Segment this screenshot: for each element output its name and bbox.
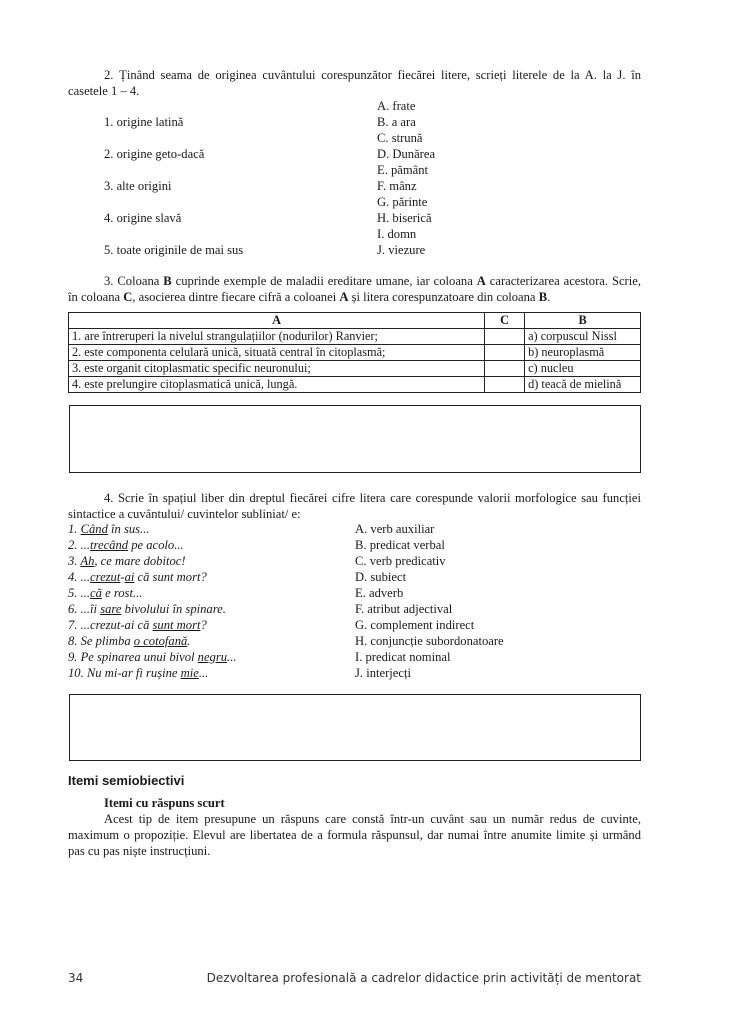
q2-word: J. viezure (377, 243, 426, 257)
q4-item: 2. ...trecând pe acolo... (68, 538, 184, 552)
q4-option: F. atribut adjectival (355, 602, 453, 616)
q3-cell-b: c) nucleu (525, 361, 641, 377)
q3-answer-cell[interactable] (485, 377, 525, 393)
q4-item: 9. Pe spinarea unui bivol negru... (68, 650, 237, 664)
table-row (69, 345, 641, 361)
q4-item: 7. ...crezut-ai că sunt mort? (68, 618, 207, 632)
q3-answer-box[interactable] (69, 405, 641, 473)
q4-prompt: 4. Scrie în spațiul liber din dreptul fiecărei cifre litera care corespunde valorii morfologice sau funcției sintactice a cuvântului/ cuvintelor subliniat/ e: (68, 491, 641, 521)
section-title: Itemi semiobiectivi (68, 773, 185, 788)
q4-option: J. interjecți (355, 666, 411, 680)
q2-word: F. mânz (377, 179, 417, 193)
section-subtitle: Itemi cu răspuns scurt (104, 796, 225, 810)
q3-cell-a: 4. este prelungire citoplasmatică unică, lungă. (69, 377, 485, 393)
q4-item: 5. ...că e rost... (68, 586, 143, 600)
q2-origin: 2. origine geto-dacă (104, 147, 205, 161)
q2-word: G. părinte (377, 195, 428, 209)
q3-header-a: A (69, 313, 485, 329)
q2-word: A. frate (377, 99, 416, 113)
q3-cell-a: 2. este componenta celulară unică, situată central în citoplasmă; (69, 345, 485, 361)
q4-item: 1. Când în sus... (68, 522, 150, 536)
q2-word: D. Dunărea (377, 147, 436, 161)
q2-word: I. domn (377, 227, 417, 241)
q3-cell-b: a) corpuscul Nissl (525, 329, 641, 345)
q4-item: 10. Nu mi-ar fi rușine mie... (68, 666, 209, 680)
q4-option: H. conjuncție subordonatoare (355, 634, 504, 648)
page-number: 34 (68, 971, 84, 985)
q3-table-header (69, 313, 641, 329)
table-row (69, 329, 641, 345)
q3-cell-b: d) teacă de mielină (525, 377, 641, 393)
q3-answer-cell[interactable] (485, 345, 525, 361)
q2-prompt: 2. Ținând seama de originea cuvântului corespunzător fiecărei litere, scrieți literele de la A. la J. în casetele 1 – 4. (68, 68, 641, 98)
q4-option: B. predicat verbal (355, 538, 445, 552)
q3-cell-a: 3. este organit citoplasmatic specific neuronului; (69, 361, 485, 377)
q4-item: 6. ...îi sare bivolului în spinare. (68, 602, 226, 616)
q3-header-c: C (485, 313, 525, 329)
q3-header-b: B (525, 313, 641, 329)
table-row (69, 377, 641, 393)
q4-item: 4. ...crezut-ai că sunt mort? (68, 570, 207, 584)
q4-item: 8. Se plimba o cotofană. (68, 634, 191, 648)
q2-origin: 1. origine latină (104, 115, 184, 129)
q2-origin: 3. alte origini (104, 179, 172, 193)
q3-cell-a: 1. are întreruperi la nivelul strangulațiilor (nodurilor) Ranvier; (69, 329, 485, 345)
q4-answer-box[interactable] (69, 694, 641, 761)
q4-option: C. verb predicativ (355, 554, 446, 568)
q2-word: C. strună (377, 131, 423, 145)
section-body: Acest tip de item presupune un răspuns care constă într-un cuvânt sau un număr redus de cuvinte, maximum o propoziție. Elevul are libertatea de a formula răspunsul, dar numai între anumite limite și urmând pas cu pas niște instrucțiuni. (68, 812, 641, 858)
q2-origin: 4. origine slavă (104, 211, 182, 225)
q4-item: 3. Ah, ce mare dobitoc! (68, 554, 186, 568)
q2-word: H. biserică (377, 211, 432, 225)
footer-title: Dezvoltarea profesională a cadrelor didactice prin activități de mentorat (206, 971, 641, 985)
q3-table (68, 312, 641, 393)
q3-prompt: 3. Coloana B cuprinde exemple de maladii ereditare umane, iar coloana A caracterizarea acestora. Scrie, în coloana C, asocierea dintre fiecare cifră a coloanei A și litera corespunzatoare din coloana B. (68, 274, 641, 304)
q3-answer-cell[interactable] (485, 329, 525, 345)
q2-word: B. a ara (377, 115, 416, 129)
q3-cell-b: b) neuroplasmă (525, 345, 641, 361)
q2-word: E. pământ (377, 163, 429, 177)
q4-option: I. predicat nominal (355, 650, 451, 664)
q3-answer-cell[interactable] (485, 361, 525, 377)
q4-option: D. subiect (355, 570, 407, 584)
q4-option: E. adverb (355, 586, 404, 600)
table-row (69, 361, 641, 377)
q4-option: G. complement indirect (355, 618, 475, 632)
q4-option: A. verb auxiliar (355, 522, 435, 536)
q2-origin: 5. toate originile de mai sus (104, 243, 244, 257)
